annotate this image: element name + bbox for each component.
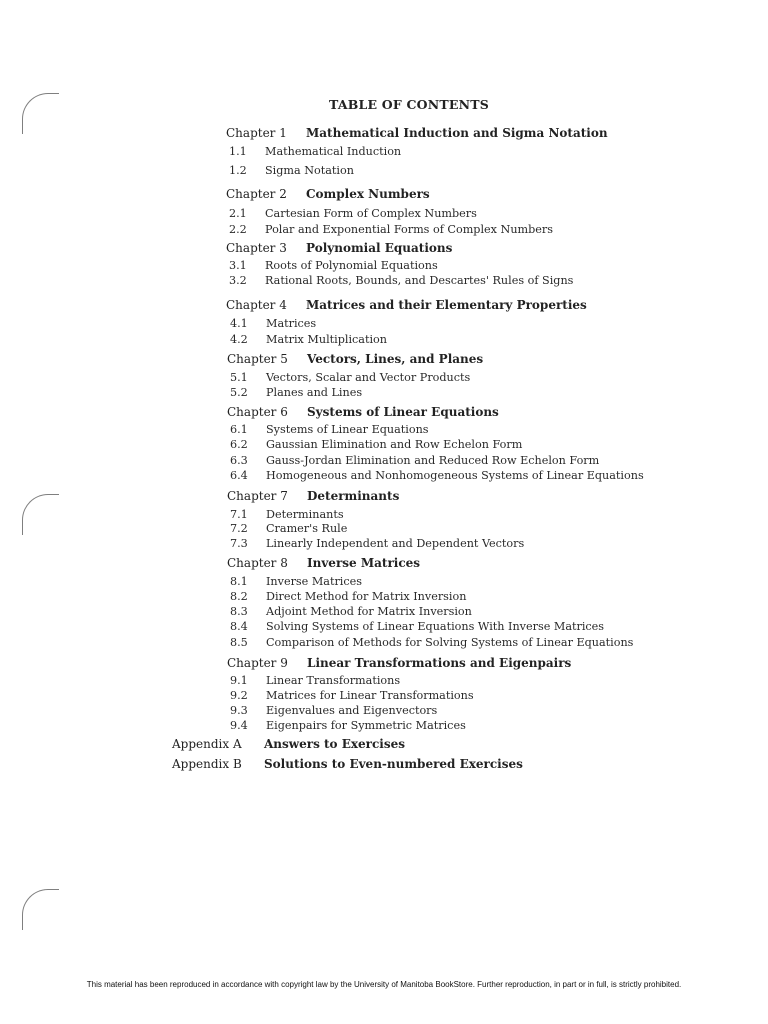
section-number: 6.4 <box>230 469 248 482</box>
section-title: Cartesian Form of Complex Numbers <box>265 207 477 220</box>
chapter-title: Linear Transformations and Eigenpairs <box>307 656 572 670</box>
section-title: Determinants <box>266 508 344 521</box>
chapter-title: Vectors, Lines, and Planes <box>307 352 484 366</box>
section-number: 6.3 <box>230 454 248 467</box>
section-title: Linearly Independent and Dependent Vectors <box>266 537 525 550</box>
chapter-number: Chapter 3 <box>226 241 287 255</box>
section-number: 8.5 <box>230 636 248 649</box>
section-number: 8.2 <box>230 590 248 603</box>
chapter-number: Chapter 5 <box>227 352 288 366</box>
section-number: 7.2 <box>230 522 248 535</box>
section-number: 7.3 <box>230 537 248 550</box>
section-number: 6.1 <box>230 423 248 436</box>
section-title: Linear Transformations <box>266 674 401 687</box>
section-title: Polar and Exponential Forms of Complex Numbers <box>265 223 554 236</box>
section-title: Comparison of Methods for Solving Systems of Linear Equations <box>266 636 634 649</box>
section-number: 7.1 <box>230 508 248 521</box>
section-title: Rational Roots, Bounds, and Descartes' Rules of Signs <box>265 274 574 287</box>
section-number: 4.1 <box>230 317 248 330</box>
section-title: Homogeneous and Nonhomogeneous Systems of Linear Equations <box>266 469 644 482</box>
appendix-title: Answers to Exercises <box>264 737 406 751</box>
chapter-number: Chapter 1 <box>226 126 287 140</box>
section-number: 8.4 <box>230 620 248 633</box>
section-number: 9.4 <box>230 719 248 732</box>
appendix-title: Solutions to Even-numbered Exercises <box>264 757 523 771</box>
section-title: Solving Systems of Linear Equations With Inverse Matrices <box>266 620 605 633</box>
section-title: Direct Method for Matrix Inversion <box>266 590 467 603</box>
copyright-notice: This material has been reproduced in accordance with copyright law by the University of Manitoba BookStore. Further reproduction, in part or in full, is strictly prohibited. <box>86 980 682 989</box>
section-title: Matrices <box>266 317 317 330</box>
section-title: Matrices for Linear Transformations <box>266 689 474 702</box>
section-number: 1.1 <box>229 145 247 158</box>
section-title: Gauss-Jordan Elimination and Reduced Row Echelon Form <box>266 454 600 467</box>
punch-hole-bottom <box>22 889 59 930</box>
chapter-number: Chapter 2 <box>226 187 287 201</box>
section-number: 9.3 <box>230 704 248 717</box>
section-number: 8.3 <box>230 605 248 618</box>
punch-hole-middle <box>22 494 59 535</box>
section-title: Adjoint Method for Matrix Inversion <box>266 605 472 618</box>
section-number: 4.2 <box>230 333 248 346</box>
section-title: Sigma Notation <box>265 164 354 177</box>
section-number: 3.1 <box>229 259 247 272</box>
section-title: Cramer's Rule <box>266 522 348 535</box>
chapter-title: Matrices and their Elementary Properties <box>306 298 587 312</box>
section-number: 3.2 <box>229 274 247 287</box>
chapter-title: Polynomial Equations <box>306 241 453 255</box>
section-number: 5.1 <box>230 371 248 384</box>
section-number: 2.1 <box>229 207 247 220</box>
chapter-title: Inverse Matrices <box>307 556 421 570</box>
section-title: Inverse Matrices <box>266 575 363 588</box>
section-number: 5.2 <box>230 386 248 399</box>
appendix-number: Appendix B <box>172 757 242 771</box>
chapter-number: Chapter 8 <box>227 556 288 570</box>
chapter-title: Complex Numbers <box>306 187 430 201</box>
section-title: Vectors, Scalar and Vector Products <box>266 371 471 384</box>
section-number: 1.2 <box>229 164 247 177</box>
section-title: Matrix Multiplication <box>266 333 387 346</box>
chapter-number: Chapter 6 <box>227 405 288 419</box>
chapter-number: Chapter 7 <box>227 489 288 503</box>
section-title: Mathematical Induction <box>265 145 402 158</box>
section-number: 6.2 <box>230 438 248 451</box>
chapter-title: Mathematical Induction and Sigma Notation <box>306 126 608 140</box>
section-title: Planes and Lines <box>266 386 363 399</box>
chapter-number: Chapter 4 <box>226 298 287 312</box>
section-title: Eigenvalues and Eigenvectors <box>266 704 438 717</box>
section-title: Roots of Polynomial Equations <box>265 259 438 272</box>
appendix-number: Appendix A <box>172 737 242 751</box>
chapter-title: Systems of Linear Equations <box>307 405 499 419</box>
section-title: Systems of Linear Equations <box>266 423 429 436</box>
section-number: 9.2 <box>230 689 248 702</box>
page-title: TABLE OF CONTENTS <box>329 97 489 112</box>
section-title: Gaussian Elimination and Row Echelon Form <box>266 438 523 451</box>
section-number: 9.1 <box>230 674 248 687</box>
chapter-title: Determinants <box>307 489 400 503</box>
section-title: Eigenpairs for Symmetric Matrices <box>266 719 466 732</box>
section-number: 8.1 <box>230 575 248 588</box>
section-number: 2.2 <box>229 223 247 236</box>
chapter-number: Chapter 9 <box>227 656 288 670</box>
